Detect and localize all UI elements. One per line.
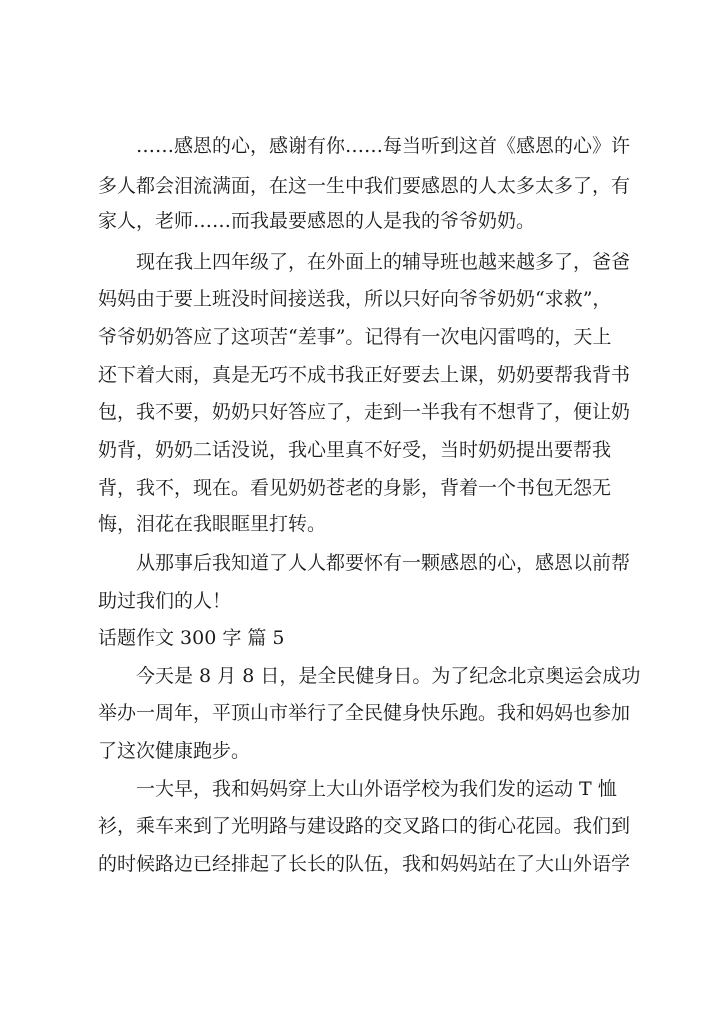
text-line: 多人都会泪流满面，在这一生中我们要感恩的人太多太多了，有	[98, 175, 631, 197]
text-line: 衫，乘车来到了光明路与建设路的交叉路口的街心花园。我们到	[98, 815, 631, 837]
text-line: 了这次健康跑步。	[98, 740, 251, 762]
text-line: 奶背，奶奶二话没说，我心里真不好受，当时奶奶提出要帮我	[98, 439, 612, 461]
text-line: 妈妈由于要上班没时间接送我，所以只好向爷爷奶奶“求救”，	[98, 288, 612, 310]
text-line: 背，我不，现在。看见奶奶苍老的身影，背着一个书包无怨无	[98, 477, 612, 499]
text-line: 今天是 8 月 8 日，是全民健身日。为了纪念北京奥运会成功	[98, 665, 641, 687]
text-line: 包，我不要，奶奶只好答应了，走到一半我有不想背了，便让奶	[98, 401, 631, 423]
text-line: 爷爷奶奶答应了这项苦“差事”。记得有一次电闪雷鸣的，天上	[98, 326, 612, 348]
text-line: 现在我上四年级了，在外面上的辅导班也越来越多了，爸爸	[98, 251, 631, 273]
text-line: 悔，泪花在我眼眶里打转。	[98, 513, 327, 535]
text-line: 举办一周年，平顶山市举行了全民健身快乐跑。我和妈妈也参加	[98, 702, 631, 724]
text-line: 从那事后我知道了人人都要怀有一颗感恩的心，感恩以前帮	[98, 552, 631, 574]
text-line: 还下着大雨，真是无巧不成书我正好要去上课，奶奶要帮我背书	[98, 364, 631, 386]
text-line: ……感恩的心，感谢有你……每当听到这首《感恩的心》许	[98, 135, 631, 157]
text-line: 助过我们的人！	[98, 590, 232, 612]
text-line: 一大早，我和妈妈穿上大山外语学校为我们发的运动 T 恤	[98, 778, 617, 800]
text-line: 家人，老师……而我最要感恩的人是我的爷爷奶奶。	[98, 210, 536, 232]
text-line: 的时候路边已经排起了长长的队伍，我和妈妈站在了大山外语学	[98, 853, 631, 875]
section-heading: 话题作文 300 字 篇 5	[98, 627, 285, 649]
